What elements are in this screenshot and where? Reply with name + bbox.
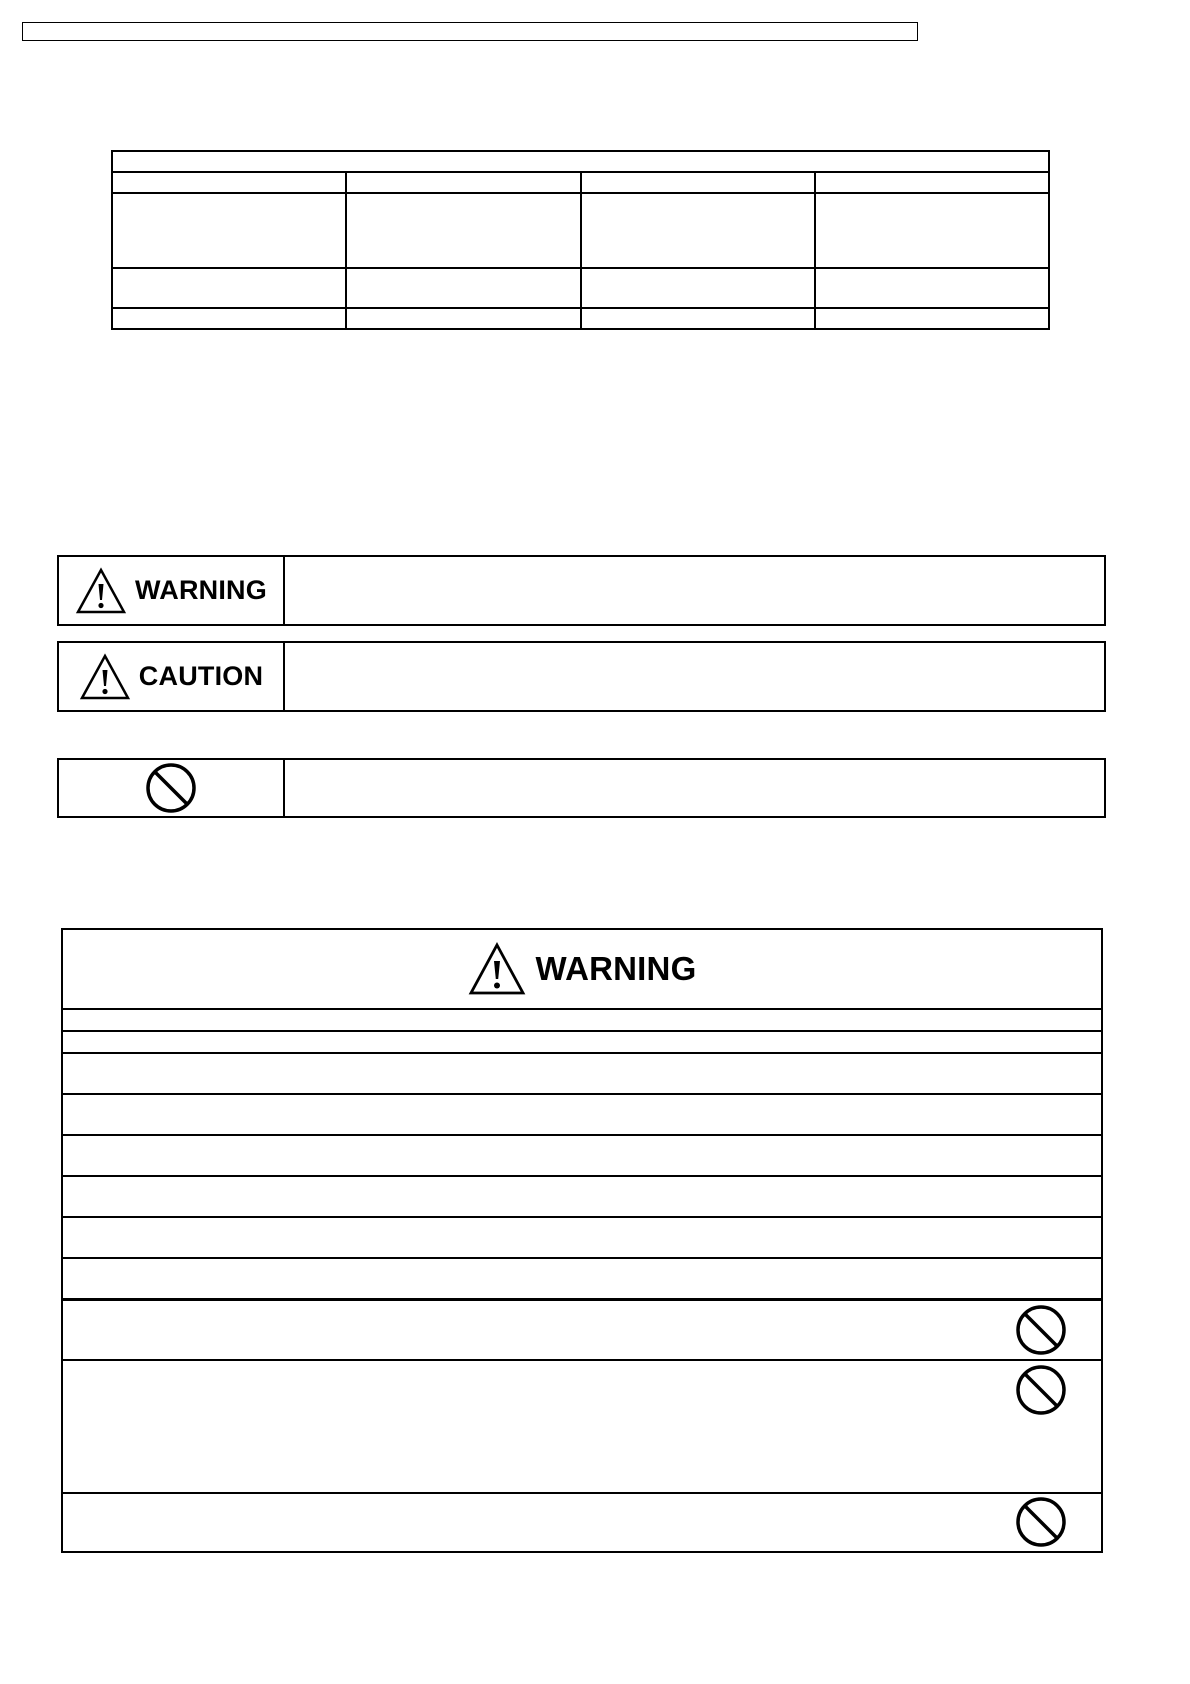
table-row	[112, 308, 1049, 329]
table-row	[112, 172, 1049, 193]
prohibition-icon	[1015, 1304, 1067, 1356]
warning-definition-box	[57, 555, 1106, 626]
table-row	[112, 151, 1049, 172]
table-row	[63, 1032, 1101, 1054]
table-cell	[346, 193, 580, 268]
warning-signal-word: WARNING	[135, 575, 267, 605]
caution-definition-box	[57, 641, 1106, 712]
table-cell	[346, 308, 580, 329]
table-cell	[815, 172, 1049, 193]
table-title-cell	[112, 151, 1049, 172]
table-cell	[815, 193, 1049, 268]
caution-description-cell	[285, 643, 1104, 710]
warning-triangle-icon	[75, 567, 127, 615]
table-cell	[581, 308, 815, 329]
table-row	[63, 1136, 1101, 1177]
table-cell	[581, 172, 815, 193]
prohibition-symbol-cell	[59, 760, 285, 816]
table-row	[112, 268, 1049, 308]
table-row	[63, 1177, 1101, 1218]
table-cell	[112, 268, 346, 308]
table-row	[63, 1010, 1101, 1032]
table-row	[63, 1054, 1101, 1095]
warning-signal-cell	[59, 557, 285, 624]
prohibition-definition-box	[57, 758, 1106, 818]
table-cell	[815, 268, 1049, 308]
table-cell	[581, 193, 815, 268]
table-row	[63, 1218, 1101, 1259]
prohibition-description-cell	[285, 760, 1104, 816]
table-cell	[815, 308, 1049, 329]
table-cell	[346, 268, 580, 308]
warning-table-header	[63, 930, 1101, 1010]
prohibition-icon	[1015, 1364, 1067, 1416]
warning-triangle-icon	[79, 653, 131, 701]
warning-table-title: WARNING	[535, 950, 697, 987]
warning-table	[61, 928, 1103, 1553]
warning-description-cell	[285, 557, 1104, 624]
spec-table	[111, 150, 1050, 330]
table-row	[63, 1301, 1101, 1361]
caution-signal-cell	[59, 643, 285, 710]
table-row	[63, 1494, 1101, 1551]
table-cell	[112, 172, 346, 193]
caution-signal-word: CAUTION	[138, 661, 264, 691]
warning-triangle-icon	[468, 942, 526, 996]
table-cell	[581, 268, 815, 308]
table-cell	[112, 193, 346, 268]
prohibition-icon	[1015, 1496, 1067, 1548]
table-cell	[346, 172, 580, 193]
header-bar	[22, 22, 918, 41]
table-row	[63, 1095, 1101, 1136]
table-cell	[112, 308, 346, 329]
prohibition-icon	[145, 762, 197, 814]
table-row	[63, 1259, 1101, 1301]
table-row	[112, 193, 1049, 268]
table-row	[63, 1361, 1101, 1494]
